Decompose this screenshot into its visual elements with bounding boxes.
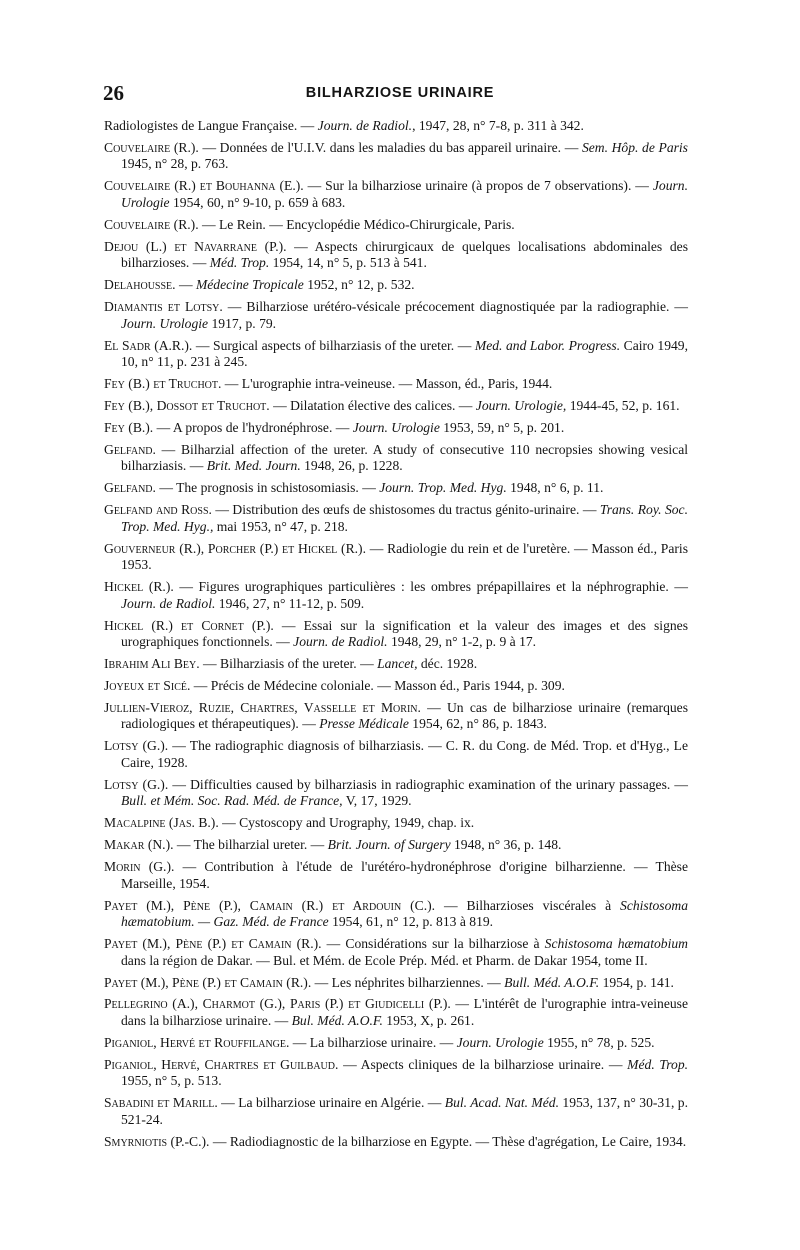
- reference-authors: Joyeux et Sicé.: [104, 677, 191, 693]
- reference-authors: Fey (B.) et Truchot.: [104, 376, 222, 392]
- reference-details: 1954, p. 141.: [599, 974, 674, 990]
- reference-text: — Figures urographiques particulières : les ombres prépapillaires et la néphrographie. —: [173, 579, 688, 595]
- reference-entry: [104, 502, 688, 535]
- reference-text: —: [175, 277, 196, 293]
- reference-details: 1946, 27, n° 11-12, p. 509.: [215, 595, 365, 611]
- reference-text: — Un cas de bilharziose urinaire (remarques radiologiques et thérapeutiques). —: [121, 699, 688, 732]
- reference-entry: [104, 837, 688, 854]
- reference-authors: Delahousse.: [104, 277, 176, 293]
- reference-entry: [104, 140, 688, 173]
- reference-authors: Gouverneur (R.), Porcher (P.) et Hickel (R.).: [104, 540, 366, 556]
- reference-details: 1948, 26, p. 1228.: [300, 458, 403, 474]
- reference-authors: Payet (M.), Pène (P.) et Camain (R.).: [104, 936, 322, 952]
- reference-text: — Aspects cliniques de la bilharziose urinaire. —: [338, 1056, 628, 1072]
- reference-entry: [104, 118, 688, 135]
- reference-journal: Journ. Urologie: [352, 419, 440, 435]
- reference-authors: Morin (G.).: [104, 859, 175, 875]
- reference-authors: Couvelaire (R.).: [104, 139, 199, 155]
- reference-journal: Journ. de Radiol.: [317, 118, 413, 133]
- reference-text: — Radiodiagnostic de la bilharziose en Egypte. — Thèse d'agrégation, Le Caire, 1934.: [209, 1133, 687, 1149]
- running-title: BILHARZIOSE URINAIRE: [305, 85, 495, 101]
- reference-entry: [104, 178, 688, 211]
- reference-text: — The prognosis in schistosomiasis. —: [155, 480, 380, 496]
- reference-text: — The bilharzial ureter. —: [173, 837, 328, 853]
- reference-text: — Contribution à l'étude de l'urétéro-hydronéphrose d'origine bilharzienne. — Thèse Marseille, 1954.: [121, 859, 688, 891]
- reference-details: 1954, 62, n° 86, p. 1843.: [408, 716, 547, 732]
- reference-entry: [104, 579, 688, 612]
- reference-entry: [104, 1035, 688, 1052]
- reference-details: 1955, n° 5, p. 513.: [121, 1073, 222, 1089]
- reference-text: — Dilatation élective des calices. —: [269, 397, 476, 413]
- reference-journal: Méd. Trop.: [627, 1056, 689, 1072]
- reference-text: — La bilharziose urinaire en Algérie. —: [217, 1095, 445, 1111]
- reference-text: — Bilharziasis of the ureter. —: [199, 656, 378, 672]
- reference-text: — Bilharzial affection of the ureter. A study of consecutive 110 necropsies showing vesical bilharziasis. —: [121, 441, 688, 474]
- reference-details: 1954, 61, n° 12, p. 813 à 819.: [328, 914, 494, 930]
- reference-text: — Aspects chirurgicaux de quelques localisations abdominales des bilharzioses. —: [121, 238, 688, 271]
- reference-authors: Couvelaire (R.).: [104, 216, 199, 232]
- reference-entry: [104, 898, 688, 931]
- reference-journal: Journ. Urologie,: [475, 397, 567, 413]
- reference-details: 1952, n° 12, p. 532.: [303, 277, 415, 293]
- reference-entry: [104, 217, 688, 234]
- reference-details: 1944-45, 52, p. 161.: [566, 397, 680, 413]
- reference-details: 1948, n° 6, p. 11.: [506, 480, 604, 496]
- reference-details: 1955, n° 78, p. 525.: [543, 1034, 655, 1050]
- reference-authors: Lotsy (G.).: [104, 776, 169, 792]
- reference-text: — Bilharziose urétéro-vésicale précocement diagnostiquée par la radiographie. —: [222, 299, 688, 315]
- reference-entry: [104, 936, 688, 969]
- reference-authors: Smyrniotis (P.-C.).: [104, 1133, 210, 1149]
- reference-entry: [104, 1095, 688, 1128]
- reference-authors: Gelfand.: [104, 480, 156, 496]
- reference-entry: [104, 338, 688, 371]
- reference-journal: Bul. Acad. Nat. Méd.: [444, 1095, 559, 1111]
- reference-authors: Sabadini et Marill.: [104, 1095, 218, 1111]
- reference-text: — L'intérêt de l'urographie intra-veineuse dans la bilharziose urinaire. —: [121, 996, 688, 1029]
- reference-details: 1948, n° 36, p. 148.: [450, 837, 562, 853]
- reference-journal: Bull. Méd. A.O.F.: [504, 974, 600, 990]
- reference-journal: Schistosoma hæmatobium: [544, 936, 688, 952]
- reference-text: — Cystoscopy and Urography, 1949, chap. ix.: [218, 815, 475, 831]
- reference-authors: Fey (B.).: [104, 419, 154, 435]
- reference-journal: Journ. de Radiol.: [121, 595, 216, 611]
- reference-text: — Radiologie du rein et de l'uretère. — Masson éd., Paris 1953.: [121, 540, 688, 573]
- reference-text: — Données de l'U.I.V. dans les maladies du bas appareil urinaire. —: [198, 139, 582, 155]
- reference-details: Cairo 1949, 10, n° 11, p. 231 à 245.: [121, 337, 688, 370]
- reference-text: — L'urographie intra-veineuse. — Masson, éd., Paris, 1944.: [221, 376, 553, 392]
- reference-entry: [104, 618, 688, 651]
- reference-details: 1917, p. 79.: [208, 315, 277, 331]
- reference-authors: Piganiol, Hervé, Chartres et Guilbaud.: [104, 1056, 339, 1072]
- reference-journal: Med. and Labor. Progress.: [474, 337, 621, 353]
- reference-authors: Hickel (R.) et Cornet (P.).: [104, 617, 274, 633]
- reference-entry: [104, 700, 688, 733]
- reference-entry: [104, 480, 688, 497]
- reference-entry: [104, 996, 688, 1029]
- reference-text: — Bilharzioses viscérales à: [435, 897, 621, 913]
- reference-text: — Précis de Médecine coloniale. — Masson éd., Paris 1944, p. 309.: [190, 677, 565, 693]
- reference-entry: [104, 1057, 688, 1090]
- reference-entry: [104, 975, 688, 992]
- reference-list: [104, 118, 688, 1156]
- reference-journal: Presse Médicale: [319, 716, 409, 732]
- reference-journal: Sem. Hôp. de Paris: [581, 139, 688, 155]
- reference-authors: Makar (N.).: [104, 837, 174, 853]
- reference-journal: Journ. de Radiol.: [293, 634, 388, 650]
- reference-text: — Difficulties caused by bilharziasis in radiographic examination of the urinary passages. —: [168, 776, 689, 792]
- reference-entry: [104, 656, 688, 673]
- reference-authors: Payet (M.), Pène (P.), Camain (R.) et Ardouin (C.).: [104, 897, 436, 913]
- reference-text: — Distribution des œufs de shistosomes du tractus génito-urinaire. —: [211, 502, 600, 518]
- reference-authors: Ibrahim Ali Bey.: [104, 656, 200, 672]
- reference-entry: [104, 678, 688, 695]
- reference-journal: Bul. Méd. A.O.F.: [291, 1013, 383, 1029]
- reference-text: — Sur la bilharziose urinaire (à propos de 7 observations). —: [303, 178, 653, 194]
- reference-entry: [104, 420, 688, 437]
- reference-text: — Le Rein. — Encyclopédie Médico-Chirurgicale, Paris.: [198, 216, 515, 232]
- reference-details: 1953, 137, n° 30-31, p. 521-24.: [121, 1095, 689, 1127]
- reference-entry: [104, 1134, 688, 1151]
- reference-entry: [104, 777, 688, 810]
- reference-journal: Journ. Trop. Med. Hyg.: [379, 480, 507, 496]
- reference-details: V, 17, 1929.: [342, 793, 412, 809]
- reference-details: déc. 1928.: [417, 656, 478, 672]
- reference-text: — Surgical aspects of bilharziasis of the ureter. —: [192, 337, 475, 353]
- reference-authors: Hickel (R.).: [104, 579, 174, 595]
- reference-journal: Brit. Med. Journ.: [206, 458, 301, 474]
- reference-text: — Essai sur la signification et la valeur des images et des signes urographiques fonctionnels. —: [121, 617, 688, 650]
- reference-entry: [104, 239, 688, 272]
- reference-authors: Diamantis et Lotsy.: [104, 299, 223, 315]
- reference-journal: Journ. Urologie: [456, 1034, 544, 1050]
- reference-authors: Couvelaire (R.) et Bouhanna (E.).: [104, 178, 304, 194]
- reference-details: 1948, 29, n° 1-2, p. 9 à 17.: [387, 634, 537, 650]
- reference-authors: Macalpine (Jas. B.).: [104, 815, 219, 831]
- reference-entry: [104, 442, 688, 475]
- reference-journal: Méd. Trop.: [209, 255, 270, 271]
- reference-authors: Gelfand.: [104, 441, 156, 457]
- reference-journal: Journ. Urologie: [121, 315, 209, 331]
- reference-entry: [104, 541, 688, 574]
- reference-entry: [104, 738, 688, 771]
- reference-authors: Dejou (L.) et Navarrane (P.).: [104, 238, 287, 254]
- reference-authors: Piganiol, Hervé et Rouffilange.: [104, 1034, 290, 1050]
- reference-journal: Lancet,: [377, 656, 418, 672]
- reference-entry: [104, 859, 688, 892]
- reference-authors: Pellegrino (A.), Charmot (G.), Paris (P.) et Giudicelli (P.).: [104, 996, 451, 1012]
- reference-authors: Jullien-Vieroz, Ruzie, Chartres, Vasselle et Morin.: [104, 699, 421, 715]
- reference-details: mai 1953, n° 47, p. 218.: [213, 518, 348, 534]
- reference-journal: Journ. Urologie: [121, 178, 688, 210]
- reference-details: 1954, 14, n° 5, p. 513 à 541.: [269, 255, 427, 271]
- reference-journal: Brit. Journ. of Surgery: [327, 837, 451, 853]
- reference-authors: Fey (B.), Dossot et Truchot.: [104, 397, 270, 413]
- reference-authors: Gelfand and Ross.: [104, 502, 212, 518]
- reference-text: — The radiographic diagnosis of bilharziasis. — C. R. du Cong. de Méd. Trop. et d'Hyg., Le Caire, 1928.: [121, 738, 688, 770]
- reference-entry: [104, 277, 688, 294]
- reference-text: — A propos de l'hydronéphrose. —: [153, 419, 353, 435]
- reference-details: 1954, 60, n° 9-10, p. 659 à 683.: [169, 194, 346, 210]
- reference-authors: El Sadr (A.R.).: [104, 337, 193, 353]
- reference-authors: Lotsy (G.).: [104, 738, 169, 754]
- reference-details: dans la région de Dakar. — Bul. et Mém. de Ecole Prép. Méd. et Pharm. de Dakar 1954, tome II.: [121, 952, 648, 968]
- reference-authors: Payet (M.), Pène (P.) et Camain (R.).: [104, 974, 312, 990]
- page-number: 26: [103, 81, 124, 105]
- reference-details: , 1947, 28, n° 7-8, p. 311 à 342.: [412, 118, 584, 133]
- reference-entry: [104, 376, 688, 393]
- reference-details: 1953, 59, n° 5, p. 201.: [439, 419, 565, 435]
- reference-text: Radiologistes de Langue Française. —: [104, 118, 318, 133]
- reference-journal: Schistosoma hæmatobium. — Gaz. Méd. de France: [121, 897, 688, 930]
- reference-entry: [104, 815, 688, 832]
- reference-entry: [104, 398, 688, 415]
- reference-details: 1953, X, p. 261.: [382, 1013, 475, 1029]
- reference-journal: Trans. Roy. Soc. Trop. Med. Hyg.,: [121, 502, 688, 534]
- reference-journal: Bull. et Mém. Soc. Rad. Méd. de France,: [121, 793, 343, 809]
- reference-text: — Les néphrites bilharziennes. —: [311, 974, 505, 990]
- reference-text: — Considérations sur la bilharziose à: [321, 936, 545, 952]
- reference-text: — La bilharziose urinaire. —: [289, 1034, 457, 1050]
- reference-details: 1945, n° 28, p. 763.: [121, 156, 229, 172]
- reference-journal: Médecine Tropicale: [195, 277, 304, 293]
- reference-entry: [104, 299, 688, 332]
